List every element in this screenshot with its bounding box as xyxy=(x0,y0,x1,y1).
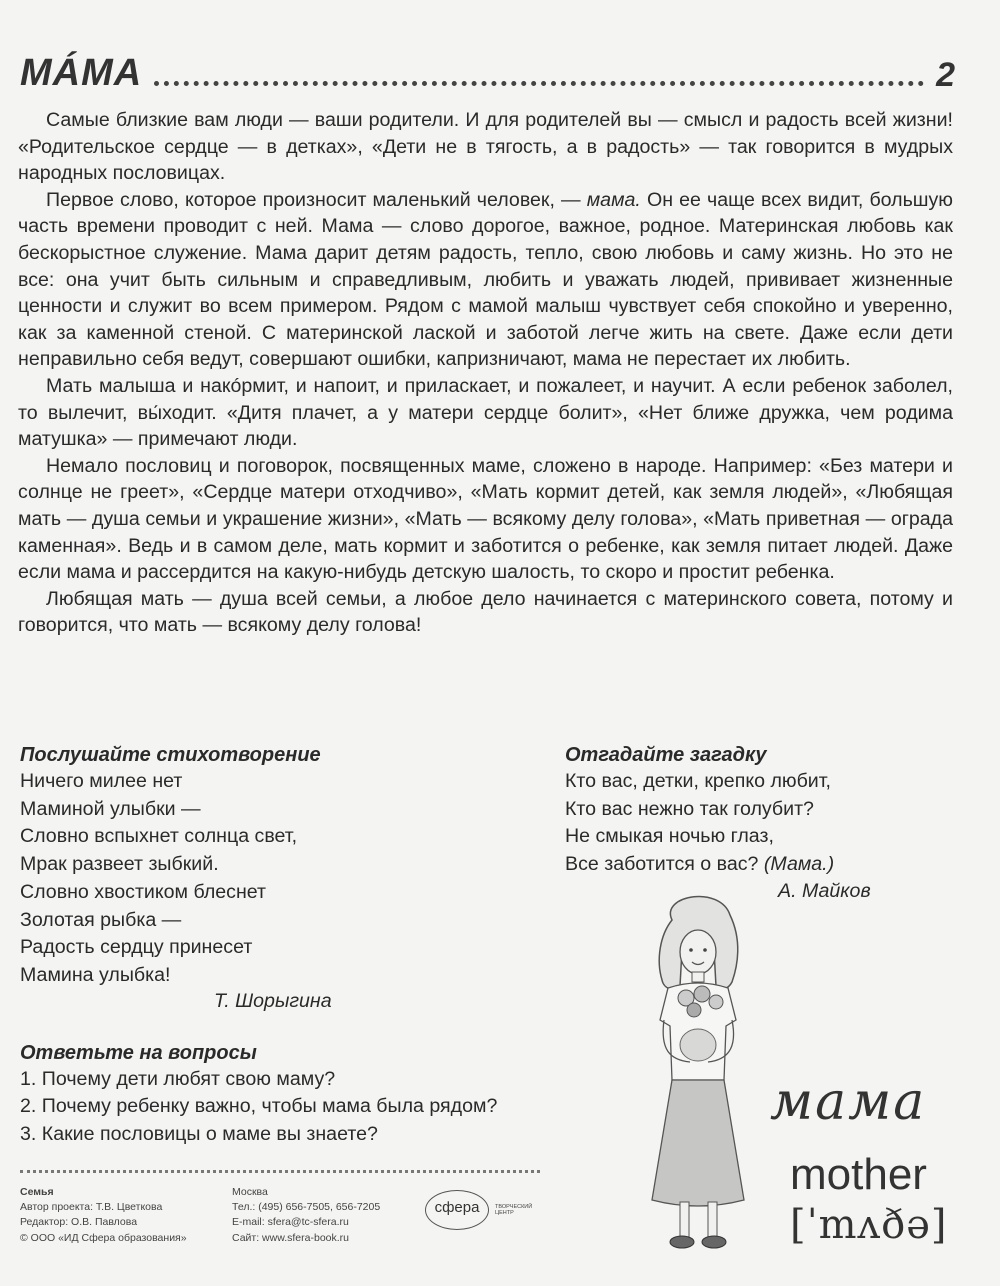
intro-emphasis-mama: мама. xyxy=(586,188,641,211)
word-cursive-mama: мама xyxy=(770,1072,927,1132)
poem-author: Т. Шорыгина xyxy=(214,990,332,1012)
footer-series xyxy=(20,1185,187,1200)
page-number: 2 xyxy=(936,56,955,94)
mother-illustration xyxy=(620,890,780,1260)
riddle-last-line: Все заботится о вас? xyxy=(565,853,759,876)
footer-author: Автор проекта: Т.В. Цветкова xyxy=(20,1201,163,1214)
page-header xyxy=(20,42,955,92)
intro-paragraph-2 xyxy=(18,187,953,373)
intro-paragraph-4: Немало пословиц и поговорок, посвященных маме, сложено в народе. Например: «Без матери и солнце не греет», «Сердце матери отходчиво», «Мать кормит детей, как земля людей», «Любящая мать — душа семьи и украшение жизни», «Мать — всякому делу голова», «Мать приветная — ограда каменная». Ведь и в самом деле, мать кормит и заботится о ребенке, как земля питает людей. Даже если мама и рассердится на какую-нибудь детскую шалость, то скоро и простит ребенка. xyxy=(18,454,953,584)
word-english: mother xyxy=(790,1150,927,1199)
footer-city: Москва xyxy=(232,1186,268,1198)
footer-series-label: Семья xyxy=(20,1186,54,1198)
poem-line: Маминой улыбки — xyxy=(20,797,201,820)
footer-divider xyxy=(20,1170,540,1173)
riddle-line: Кто вас нежно так голубит? xyxy=(565,797,814,820)
question-item: 2. Почему ребенку важно, чтобы мама была рядом? xyxy=(20,1095,498,1118)
questions-section xyxy=(20,1040,620,1148)
poem-line: Золотая рыбка — xyxy=(20,908,182,931)
footer-site: Сайт: www.sfera-book.ru xyxy=(232,1231,349,1244)
word-transcription: [ˈmʌðə] xyxy=(790,1202,948,1248)
poem-line: Ничего милее нет xyxy=(20,770,183,792)
poem-line: Мамина улыбка! xyxy=(20,963,171,986)
riddle-heading: Отгадайте загадку xyxy=(565,744,767,766)
intro-paragraph-5: Любящая мать — душа всей семьи, а любое дело начинается с материнского совета, потому и говорится, что мать — всякому делу голова! xyxy=(18,587,953,637)
intro-paragraph-1: Самые близкие вам люди — ваши родители. И для родителей вы — смысл и радость всей жизни! «Родительское сердце — в детках», «Дети не в тягость, а в радость» — так говорится в мудрых народных пословицах. xyxy=(18,109,953,185)
poem-line: Радость сердцу принесет xyxy=(20,936,253,959)
poem-line: Словно вспыхнет солнца свет, xyxy=(20,825,298,848)
header-dotted-leader xyxy=(154,81,924,86)
page-title: МÁМА xyxy=(20,52,143,94)
logo-text: сфера xyxy=(434,1199,480,1216)
riddle-author: А. Майков xyxy=(778,880,871,902)
logo-subtext: ТВОРЧЕСКИЙ ЦЕНТР xyxy=(495,1204,533,1216)
poem-line: Мрак развеет зыбкий. xyxy=(20,853,219,876)
footer-email: E-mail: sfera@tc-sfera.ru xyxy=(232,1216,349,1229)
poem-section xyxy=(20,742,540,990)
riddle-section xyxy=(565,742,925,879)
question-item: 3. Какие пословицы о маме вы знаете? xyxy=(20,1122,378,1145)
intro-paragraph-2-end: Он ее чаще всех видит, большую часть времени проводит с ней. Мама — слово дорогое, важное, родное. Материнская любовь как бескорыстное служение. Мама дарит детям радость, тепло, свою любовь и саму жизнь. Но это не все: она учит быть сильным и справедливым, любить и уважать людей, прививает жизненные ценности и служит во всем примером. Рядом с мамой малыш чувствует себя спокойно и уверенно, как за каменной стеной. С материнской лаской и заботой легче жить на свете. Даже если дети неправильно себя ведут, совершают ошибки, капризничают, мама не перестает их любить. xyxy=(18,188,953,371)
riddle-line: Кто вас, детки, крепко любит, xyxy=(565,770,831,792)
intro-paragraph-2-start: Первое слово, которое произносит маленький человек, — xyxy=(46,188,587,211)
footer-copyright: © ООО «ИД Сфера образования» xyxy=(20,1231,187,1244)
footer-phone: Тел.: (495) 656-7505, 656-7205 xyxy=(232,1201,381,1214)
publisher-logo xyxy=(425,1190,545,1230)
poem-line: Словно хвостиком блеснет xyxy=(20,880,266,903)
poem-heading: Послушайте стихотворение xyxy=(20,744,321,766)
intro-paragraph-3: Мать малыша и накóрмит, и напоит, и приласкает, и пожалеет, и научит. А если ребенок заболел, то вылечит, вы́ходит. «Дитя плачет, а у матери сердце болит», «Нет ближе дружка, чем родима матушка» — примечают люди. xyxy=(18,374,953,451)
footer-editor: Редактор: О.В. Павлова xyxy=(20,1216,138,1229)
questions-heading: Ответьте на вопросы xyxy=(20,1042,257,1064)
riddle-answer: (Мама.) xyxy=(763,853,835,876)
intro-text xyxy=(18,107,953,639)
riddle-line: Не смыкая ночью глаз, xyxy=(565,825,774,848)
question-item: 1. Почему дети любят свою маму? xyxy=(20,1068,336,1090)
footer-credits xyxy=(20,1185,187,1246)
riddle-line xyxy=(565,851,925,879)
footer-contacts xyxy=(232,1185,380,1246)
